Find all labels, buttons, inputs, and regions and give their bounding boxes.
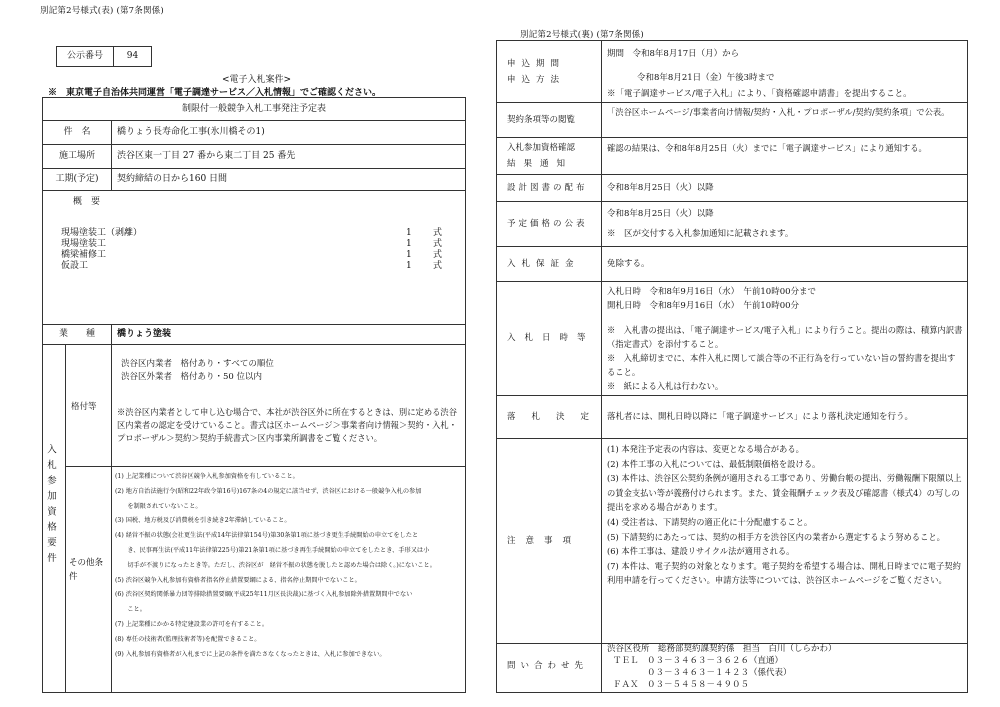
nichiji-note: ※ 紙による入札は行わない。 (607, 381, 724, 391)
koki-label: 工期(予定) (43, 168, 112, 190)
etsuran-value: 「渋谷区ホームページ/事業者向け情報/契約・入札・プロポーザル/契約/契約条項」で公表。 (607, 107, 950, 117)
kakuzuke-line: 渋谷区外業者 格付あり・50 位以内 (121, 372, 263, 382)
gaiyo-item (61, 261, 451, 272)
rakusatsu-row (497, 395, 967, 439)
gyoshu-row (43, 324, 465, 345)
etsuran-row (497, 102, 967, 138)
sonota-label-cell (65, 466, 112, 692)
yotei-line: 令和8年8月25日（火）以降 (607, 209, 714, 219)
sonota-item: (4) 経営不振の状態(会社更生法(平成14年法律第154号)第30条第1項に基づき更生手続開始の申立てをしたと (115, 532, 419, 540)
hosho-value: 免除する。 (607, 259, 650, 269)
kenmei-label: 件 名 (43, 120, 112, 144)
yotei-note: ※ 区が交付する入札参加通知に記載されます。 (607, 229, 794, 239)
koji-bango-label: 公示番号 (57, 47, 114, 67)
sonota-item: (1) 上記業種について渋谷区競争入札参加資格を有していること。 (115, 473, 299, 480)
sonota-item: (3) 国税、地方税及び消費税を引き続き2年滞納していること。 (115, 517, 291, 525)
zumen-label: 設計図書の配布 (507, 183, 588, 193)
gaiyo-list (61, 228, 451, 272)
chui-item: (5) 下請契約にあたっては、契約の相手方を渋谷区内の業者から選定するよう努めること。 (607, 531, 945, 542)
kakuzuke-label-cell (65, 344, 112, 466)
toiawase-list (607, 643, 837, 691)
shikaku-label-cell (43, 344, 66, 692)
gaiyo-item-name: 現場塗装工（剥離） (61, 228, 143, 238)
gaiyo-item-name: 橋梁補修工 (61, 250, 107, 260)
sonota-item: (7) 上記業種にかかる特定建設業の許可を有すること。 (115, 620, 269, 628)
yotei-label: 予定価格の公表 (507, 219, 588, 229)
hosho-row (497, 246, 967, 282)
gaiyo-item-qty: 1 (406, 250, 412, 260)
gaiyo-item-qty: 1 (406, 261, 412, 271)
sonota-row (65, 466, 465, 692)
nichiji-note: ※ 入札書の提出は、「電子調達サービス/電子入札」により行うこと。提出の際は、積算内訳書（指定書式）を添付すること。 (607, 325, 963, 349)
kakuzuke-line: 渋谷区内業者 格付あり・すべての順位 (121, 359, 274, 369)
table-title: 制限付一般競争入札工事発注予定表 (43, 98, 465, 121)
kakuzuke-note: ※渋谷区内業者として申し込む場合で、本社が渋谷区外に所在するときは、別に定める渋谷区内業者の認定を受けていること。書式は区ホームページ＞事業者向け情報＞契約・入札・プロポーザル＞契約＞契約手続書式＞区内事業所調書をご覧ください。 (117, 407, 458, 443)
koki-value: 契約締結の日から160 日間 (117, 174, 228, 184)
sonota-item: を制限されていないこと。 (115, 502, 202, 510)
zumen-row (497, 174, 967, 202)
nichiji-row (497, 281, 967, 396)
right-form-label: 別記第2号様式(裏) (第7条関係) (520, 30, 644, 40)
koki-row (43, 168, 465, 191)
notice-text: ※ 東京電子自治体共同運営「電子調達サービス／入札情報」でご確認ください。 (48, 88, 382, 98)
gaiyo-item-qty: 1 (406, 228, 412, 238)
sonota-label: その他条件 (69, 558, 104, 582)
kakunin-label-2: 結果通知 (507, 159, 574, 169)
moshikomi-row (497, 41, 967, 103)
kenmei-row (43, 120, 465, 145)
moshikomi-line: 期間 令和8年8月17日（月）から (607, 49, 740, 59)
nichiji-line: 開札日時 令和8年9月16日（水） 午前10時00分 (607, 301, 800, 311)
gyoshu-label: 業 種 (43, 324, 112, 344)
basho-row (43, 144, 465, 169)
gaiyo-item-unit: 式 (433, 250, 443, 260)
kakunin-value: 確認の結果は、令和8年8月25日（火）までに「電子調達サービス」により通知する。 (607, 143, 927, 153)
toiawase-line: ０３－３４６３－１４２３（係代表） (613, 668, 792, 678)
chui-item: (7) 本件は、電子契約の対象となります。電子契約を希望する場合は、開札日時までに電子契約利用申請を行ってください。申請方法等については、渋谷区ホームページをご覧ください。 (607, 560, 961, 586)
toiawase-line: 渋谷区役所 総務部契約課契約係 担当 白川（しらかわ） (607, 644, 837, 654)
gaiyo-item-name: 仮設工 (61, 261, 89, 271)
zumen-value: 令和8年8月25日（火）以降 (607, 183, 714, 193)
right-main-table (496, 40, 968, 693)
nichiji-note: ※ 入札締切までに、本件入札に関して談合等の不正行為を行っていない旨の誓約書を提出すること。 (607, 353, 956, 377)
moshikomi-label-2: 申込方法 (507, 75, 566, 85)
gaiyo-item-unit: 式 (433, 239, 443, 249)
chui-item: (2) 本件工事の入札については、最低制限価格を設ける。 (607, 458, 821, 469)
nichiji-line: 入札日時 令和8年9月16日（水） 午前10時00分まで (607, 287, 817, 297)
moshikomi-line: 令和8年8月21日（金）午後3時まで (637, 73, 775, 83)
moshikomi-label-1: 申込期間 (507, 59, 566, 69)
sonota-item: こと。 (115, 606, 146, 614)
left-form-label: 別記第2号様式(表) (第7条関係) (40, 6, 164, 16)
gaiyo-item (61, 228, 451, 239)
chui-row (497, 438, 967, 644)
chui-item: (3) 本件は、渋谷区公契約条例が適用される工事であり、労働台帳の提出、労働報酬下限額以上の賃金支払い等が義務付けられます。また、賃金報酬チェック表及び確認書（様式4）の写しの提出を求める場合があります。 (607, 473, 962, 513)
kenmei-value: 橋りょう長寿命化工事(氷川橋その1) (117, 127, 265, 137)
sonota-item: (9) 入札参加有資格者が入札までに上記の条件を満たさなくなったときは、入札に参加できない。 (115, 650, 386, 658)
chui-item: (1) 本発注予定表の内容は、変更となる場合がある。 (607, 444, 804, 454)
gaiyo-item-qty: 1 (406, 239, 412, 249)
shikaku-label: 入札参加資格要件 (45, 444, 56, 568)
left-main-table (42, 97, 466, 693)
gaiyo-item-unit: 式 (433, 228, 443, 238)
gaiyo-section (43, 190, 465, 325)
kakuzuke-row (65, 344, 465, 467)
hosho-label: 入札保証金 (507, 259, 580, 269)
sonota-item: (2) 地方自治法施行令(昭和22年政令第16号)167条の4の規定に該当せず、渋谷区における一般競争入札の参加 (115, 487, 422, 495)
gaiyo-label: 概 要 (73, 197, 101, 207)
chui-item: (6) 本件工事は、建設リサイクル法が適用される。 (607, 546, 795, 557)
chui-label: 注意事項 (507, 536, 582, 546)
nichiji-label: 入札日時等 (507, 333, 595, 343)
chui-list (607, 442, 963, 588)
gyoshu-value: 橋りょう塗装 (117, 329, 172, 339)
toiawase-line: ＦＡＸ ０３－５４５８－４９０５ (613, 680, 750, 690)
etsuran-label: 契約条項等の閲覧 (507, 115, 576, 125)
yotei-row (497, 201, 967, 247)
gaiyo-item-name: 現場塗装工 (61, 239, 107, 249)
chui-item: (4) 受注者は、下請契約の適正化に十分配慮すること。 (607, 516, 813, 527)
kakuzuke-label: 格付等 (71, 402, 97, 412)
basho-value: 渋谷区東一丁目 27 番から東二丁目 25 番先 (117, 151, 296, 161)
case-title: <電子入札案件> (222, 75, 292, 85)
sonota-item: (6) 渋谷区契約関係暴力団等排除措置要綱(平成25年11月区長決裁)に基づく入札参加除外措置期間中でない (115, 591, 413, 599)
basho-label: 施工場所 (43, 144, 112, 168)
sonota-item: (8) 専任の技術者(監理技術者等)を配置できること。 (115, 635, 261, 643)
toiawase-row (497, 643, 967, 692)
koji-bango-table (56, 46, 152, 67)
sonota-list (115, 470, 461, 662)
sonota-item: 切手が不渡りになったとき等。ただし、渋谷区が 経営不振の状態を脱したと認めた場合は除く。)にないこと。 (115, 561, 436, 569)
sonota-item: き、民事再生法(平成11年法律第225号)第21条第1項に基づき再生手続開始の申立てをしたとき、手形又は小 (115, 546, 430, 554)
toiawase-line: ＴＥＬ ０３－３４６３－３６２６（直通） (613, 656, 784, 666)
sonota-item: (5) 渋谷区競争入札参加有資格者指名停止措置要綱による、指名停止期間中でないこと。 (115, 576, 361, 584)
gaiyo-item-unit: 式 (433, 261, 443, 271)
moshikomi-note: ※「電子調達サービス/電子入札」により、「資格確認申請書」を提出すること。 (607, 89, 912, 99)
rakusatsu-label: 落札決定 (507, 412, 606, 422)
rakusatsu-value: 落札者には、開札日時以降に「電子調達サービス」により落札決定通知を行う。 (607, 412, 914, 422)
gaiyo-item (61, 250, 451, 261)
kakunin-label-1: 入札参加資格確認 (507, 143, 576, 153)
koji-bango-value: 94 (114, 47, 152, 67)
kakunin-row (497, 137, 967, 175)
gaiyo-item (61, 239, 451, 250)
toiawase-label: 問い合わせ先 (507, 661, 589, 671)
